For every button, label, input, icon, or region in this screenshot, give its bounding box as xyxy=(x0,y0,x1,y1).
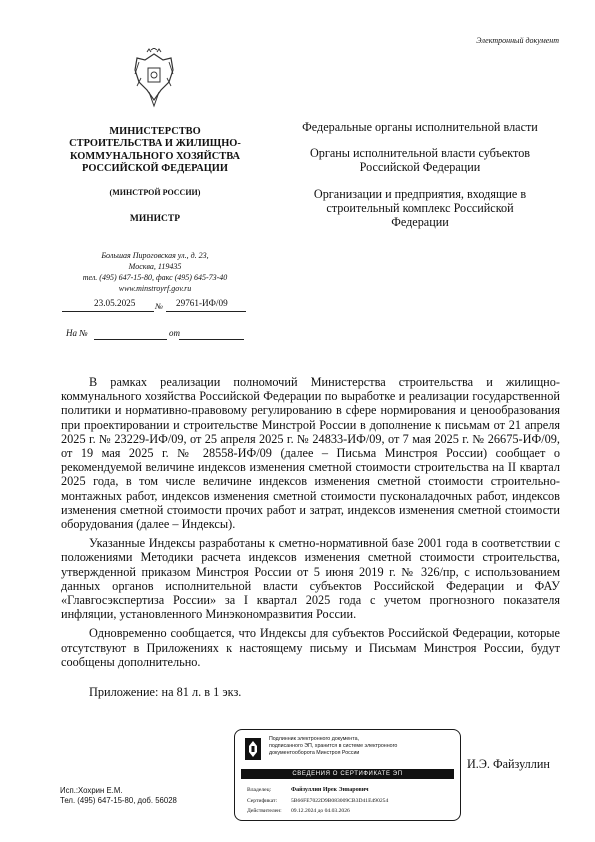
certificate-number: 5B66FE7022D9B083009CB3D41E490254 xyxy=(291,798,389,804)
registration-number-label: № xyxy=(155,301,164,311)
addressee: Органы исполнительной власти субъектов Российской Федерации xyxy=(309,146,531,175)
letter-body xyxy=(61,375,560,704)
ministry-abbreviation: (МИНСТРОЙ РОССИИ) xyxy=(109,188,201,197)
certificate-validity-row: Действителен: 09.12.2024 до 04.03.2026 xyxy=(247,808,350,814)
reference-date-label: от xyxy=(169,328,180,338)
electronic-signature-stamp xyxy=(234,729,461,821)
certificate-owner-row: Владелец: Файзуллин Ирек Энварович xyxy=(247,787,369,793)
certificate-number-row: Сертификат: 5B66FE7022D9B083009CB3D41E490254 xyxy=(247,798,389,804)
ministry-emblem-icon xyxy=(245,738,261,760)
addressee: Организации и предприятия, входящие в строительный комплекс Российской Федерации xyxy=(313,186,527,230)
body-paragraph: В рамках реализации полномочий Министерства строительства и жилищно-коммунального хозяйства Российской Федерации по выработке и реализации государственной политики и нормативно-правовому регулированию в сфере нормирования и ценообразования при проектировании и строительстве Минстрой России в дополнение к письмам от 21 апреля 2025 г. № 23229-ИФ/09, от 25 апреля 2025 г. № 24833-ИФ/09, от 7 мая 2025 г. № 26675-ИФ/09, от 19 мая 2025 г. № 28558-ИФ/09 (далее – Письма Минстроя России) сообщает о рекомендуемой величине индексов изменения сметной стоимости строительства на II квартал 2025 года, в том числе величине индексов изменения сметной стоимости строительно-монтажных работ, индексов изменения сметной стоимости пусконаладочных работ, индексов изменения сметной стоимости прочих работ и затрат, индексов изменения сметной стоимости оборудования (далее – Индексы). xyxy=(61,375,560,532)
ministry-address: Большая Пироговская ул., д. 23, Москва, 119435 тел. (495) 647-15-80, факс (495) 645-73-40 www.minstroyrf.gov.ru xyxy=(82,251,228,293)
reference-line xyxy=(66,328,252,342)
reference-number-label: На № xyxy=(66,328,88,338)
registration-date: 23.05.2025 xyxy=(94,298,136,308)
reference-date-blank xyxy=(179,339,244,340)
certificate-header: СВЕДЕНИЯ О СЕРТИФИКАТЕ ЭП xyxy=(241,769,454,779)
executor-info xyxy=(60,786,177,806)
executor-phone: Тел. (495) 647-15-80, доб. 56028 xyxy=(60,796,177,805)
appendix-note: Приложение: на 81 л. в 1 экз. xyxy=(89,685,242,700)
certificate-validity: 09.12.2024 до 04.03.2026 xyxy=(291,808,350,814)
reference-number-blank xyxy=(94,339,167,340)
addressee: Федеральные органы исполнительной власти xyxy=(302,120,538,134)
stamp-notice: Подлинник электронного документа, подписанного ЭП, хранится в системе электронного документооборота Минстроя России xyxy=(269,736,398,756)
executor-name: Исп.:Хохрин Е.М. xyxy=(60,786,123,795)
number-underline xyxy=(166,311,246,312)
ministry-name: МИНИСТЕРСТВО СТРОИТЕЛЬСТВА И ЖИЛИЩНО- КОММУНАЛЬНОГО ХОЗЯЙСТВА РОССИЙСКОЙ ФЕДЕРАЦИИ xyxy=(69,126,241,175)
sender-position: МИНИСТР xyxy=(129,214,181,224)
certificate-owner: Файзуллин Ирек Энварович xyxy=(291,787,369,793)
registration-number: 29761-ИФ/09 xyxy=(176,298,228,308)
coat-of-arms-icon xyxy=(131,48,177,108)
date-underline xyxy=(62,311,154,312)
body-paragraph: Указанные Индексы разработаны к сметно-нормативной базе 2001 года в соответствии с положениями Методики расчета индексов изменения сметной стоимости строительства, утвержденной приказом Минстроя России от 5 июня 2019 г. № 326/пр, с использованием данных органов исполнительной власти субъектов Российской Федерации и ФАУ «Главгосэкспертиза России» за I квартал 2025 года с учетом прогнозного показателя инфляции, установленного Минэкономразвития России. xyxy=(61,536,560,622)
body-paragraph: Одновременно сообщается, что Индексы для субъектов Российской Федерации, которые отсутствуют в Приложениях к настоящему письму и Письмам Минстроя России, будут сообщены дополнительно. xyxy=(61,626,560,669)
registration-line xyxy=(62,298,248,312)
addressees xyxy=(300,120,540,241)
electronic-document-note: Электронный документ xyxy=(476,36,559,45)
signer-name: И.Э. Файзуллин xyxy=(467,757,550,771)
